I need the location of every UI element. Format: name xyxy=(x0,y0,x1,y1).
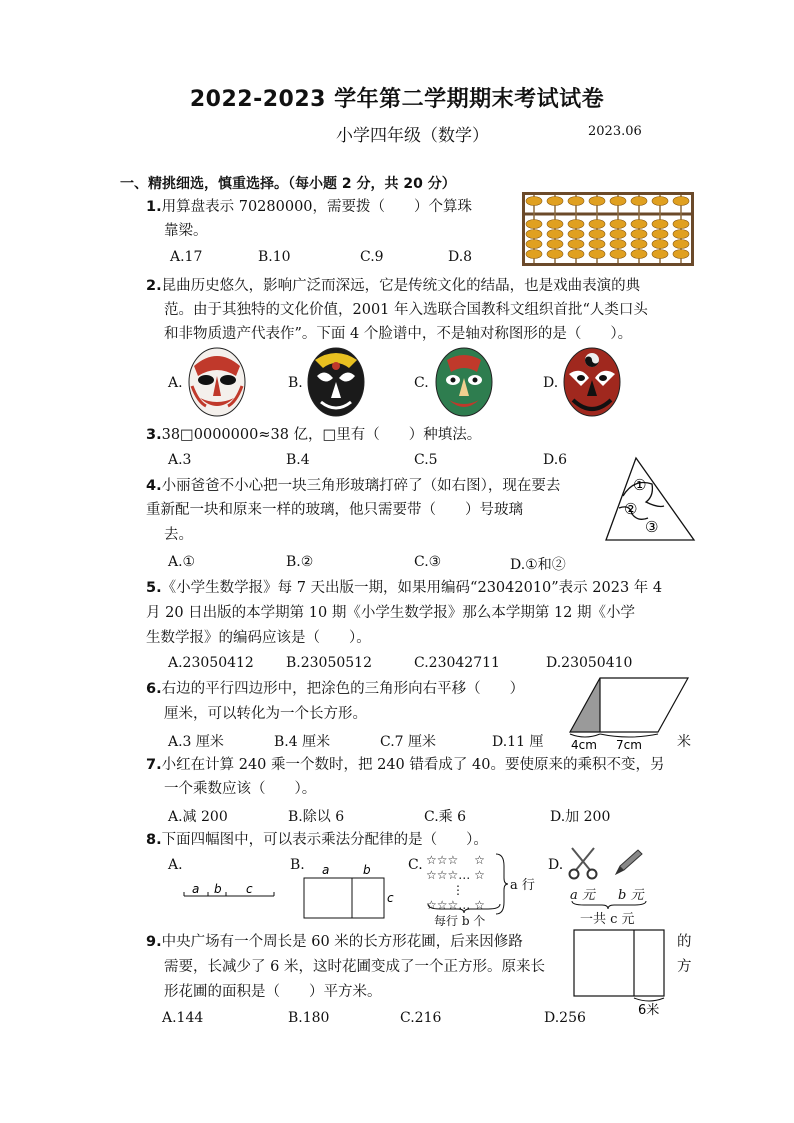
opera-mask-b-image xyxy=(305,346,367,418)
option-b[interactable]: B.除以 6 xyxy=(288,809,345,825)
price-b-label: b 元 xyxy=(618,888,644,903)
question-1 xyxy=(146,195,472,220)
option-b[interactable]: B. xyxy=(288,375,303,391)
abacus-bead xyxy=(673,197,689,206)
question-number: 1. xyxy=(146,199,162,215)
question-7 xyxy=(146,753,664,778)
option-a[interactable]: A.3 xyxy=(168,452,192,468)
question-6 xyxy=(146,677,524,702)
fig-label-left: 4cm xyxy=(571,738,597,752)
option-a[interactable]: A. xyxy=(168,857,183,873)
label-b: b xyxy=(214,882,222,896)
question-text-tail: 方 xyxy=(677,959,692,975)
option-b[interactable]: B.180 xyxy=(288,1010,330,1026)
question-text: 用算盘表示 70280000，需要拨（ ）个算珠 xyxy=(161,199,473,215)
abacus-bead xyxy=(673,230,689,239)
option-b[interactable]: B. xyxy=(290,857,305,873)
abacus-bead xyxy=(526,250,542,259)
abacus-bead xyxy=(652,197,668,206)
question-8 xyxy=(146,828,488,853)
option-a[interactable]: A.减 200 xyxy=(168,809,228,825)
label-b: b xyxy=(363,863,371,877)
question-text-tail: 的 xyxy=(677,934,692,950)
abacus-bead xyxy=(652,240,668,249)
option-c[interactable]: C.216 xyxy=(400,1010,442,1026)
abacus-bead xyxy=(568,250,584,259)
abacus-bead xyxy=(673,240,689,249)
option-a[interactable]: A. xyxy=(168,375,183,391)
question-text: 右边的平行四边形中，把涂色的三角形向右平移（ ） xyxy=(161,681,525,697)
option-b[interactable]: B.② xyxy=(286,554,314,570)
abacus-bead xyxy=(652,220,668,229)
question-number: 6. xyxy=(146,681,162,697)
question-number: 2. xyxy=(146,278,162,294)
abacus-bead xyxy=(631,230,647,239)
question-text: 和非物质遗产代表作”。下面 4 个脸谱中，不是轴对称图形的是（ ）。 xyxy=(164,326,633,342)
question-text: 需要，长减少了 6 米，这时花圃变成了一个正方形。原来长 xyxy=(164,959,545,975)
abacus-bead xyxy=(589,250,605,259)
option-d[interactable]: D.①和② xyxy=(510,557,566,573)
total-label: 一共 c 元 xyxy=(580,912,635,927)
vertical-dots: ⋮ xyxy=(452,883,464,897)
option-d[interactable]: D.8 xyxy=(448,249,473,265)
question-text: 生数学报》的编码应该是（ ）。 xyxy=(146,630,371,646)
question-number: 3. xyxy=(146,427,162,443)
price-a-label: a 元 xyxy=(570,888,595,903)
abacus-bead xyxy=(631,250,647,259)
abacus-bead xyxy=(673,220,689,229)
abacus-bead xyxy=(568,197,584,206)
option-b[interactable]: B.4 xyxy=(286,452,310,468)
abacus-bead xyxy=(610,220,626,229)
option-d[interactable]: D.256 xyxy=(544,1010,586,1026)
star-row: ☆☆☆ ☆ xyxy=(426,853,485,867)
figure-a-segments xyxy=(182,880,278,902)
fig-label-1: ① xyxy=(633,476,647,494)
question-text: 昆曲历史悠久，影响广泛而深远，它是传统文化的结晶，也是戏曲表演的典 xyxy=(161,278,641,294)
abacus-image xyxy=(522,192,694,266)
question-text: 范。由于其独特的文化价值，2001 年入选联合国教科文组织首批“人类口头 xyxy=(164,302,648,318)
option-d[interactable]: D.23050410 xyxy=(546,655,633,671)
question-text: 靠梁。 xyxy=(164,223,208,239)
question-text: 《小学生数学报》每 7 天出版一期，如果用编码“23042010”表示 2023 年 4 xyxy=(161,580,663,596)
option-c[interactable]: C.③ xyxy=(414,554,442,570)
question-4 xyxy=(146,474,560,499)
abacus-bead xyxy=(589,240,605,249)
question-9 xyxy=(146,930,523,955)
option-c[interactable]: C. xyxy=(414,375,429,391)
abacus-bead xyxy=(568,220,584,229)
question-number: 7. xyxy=(146,757,162,773)
option-a[interactable]: A.3 厘米 xyxy=(168,734,224,750)
question-3 xyxy=(146,423,481,448)
abacus-bead xyxy=(589,220,605,229)
section-heading: 一、精挑细选，慎重选择。（每小题 2 分，共 20 分） xyxy=(120,176,456,192)
abacus-bead xyxy=(589,197,605,206)
question-text: 月 20 日出版的本学期第 10 期《小学生数学报》那么本学期第 12 期《小学 xyxy=(146,605,636,621)
option-d[interactable]: D.6 xyxy=(543,452,568,468)
option-b[interactable]: B.10 xyxy=(258,249,291,265)
option-d[interactable]: D.11 厘 xyxy=(492,734,544,750)
abacus-bead xyxy=(526,240,542,249)
abacus-bead xyxy=(610,240,626,249)
option-d-tail: 米 xyxy=(677,734,691,750)
star-row: ☆☆☆… ☆ xyxy=(426,868,485,882)
question-number: 9. xyxy=(146,934,162,950)
abacus-bead xyxy=(652,250,668,259)
fig-label: 6米 xyxy=(638,1003,660,1018)
abacus-bead xyxy=(652,230,668,239)
question-number: 4. xyxy=(146,478,162,494)
question-text: 中央广场有一个周长是 60 米的长方形花圃，后来因修路 xyxy=(161,934,523,950)
option-c[interactable]: C. xyxy=(408,857,423,873)
label-c: c xyxy=(387,891,394,905)
question-2 xyxy=(146,274,640,299)
option-d[interactable]: D.加 200 xyxy=(550,809,611,825)
abacus-bead xyxy=(568,240,584,249)
abacus-bead xyxy=(568,230,584,239)
question-text: 小红在计算 240 乘一个数时，把 240 错看成了 40。要使原来的乘积不变，另 xyxy=(161,757,665,773)
exam-date: 2023.06 xyxy=(588,124,642,139)
abacus-bead xyxy=(610,230,626,239)
abacus-bead xyxy=(589,230,605,239)
question-number: 8. xyxy=(146,832,162,848)
abacus-bead xyxy=(526,220,542,229)
opera-mask-a-image xyxy=(186,346,248,418)
option-d[interactable]: D. xyxy=(548,857,564,873)
abacus-bead xyxy=(526,230,542,239)
abacus-bead xyxy=(631,240,647,249)
abacus-bead xyxy=(547,250,563,259)
question-text: 厘米，可以转化为一个长方形。 xyxy=(164,706,367,722)
question-text: 下面四幅图中，可以表示乘法分配律的是（ ）。 xyxy=(161,832,488,848)
option-a[interactable]: A.① xyxy=(168,554,196,570)
option-d[interactable]: D. xyxy=(543,375,559,391)
question-text: 小丽爸爸不小心把一块三角形玻璃打碎了（如右图），现在要去 xyxy=(161,478,561,494)
option-c[interactable]: C.7 厘米 xyxy=(380,734,437,750)
opera-mask-c-image xyxy=(433,346,495,418)
option-a[interactable]: A.144 xyxy=(162,1010,204,1026)
fig-label-right: 7cm xyxy=(616,738,642,752)
question-number: 5. xyxy=(146,580,162,596)
option-c[interactable]: C.乘 6 xyxy=(424,809,467,825)
parallelogram-figure xyxy=(566,674,694,752)
option-c[interactable]: C.5 xyxy=(414,452,438,468)
abacus-bead xyxy=(547,240,563,249)
page-title: 2022-2023 学年第二学期期末考试试卷 xyxy=(189,87,605,112)
rows-label: a 行 xyxy=(510,878,535,893)
rectangle-garden-figure xyxy=(572,928,668,1018)
label-a: a xyxy=(192,882,200,896)
broken-triangle-figure xyxy=(604,456,696,542)
question-5 xyxy=(146,576,662,601)
option-a[interactable]: A.23050412 xyxy=(168,655,254,671)
option-a[interactable]: A.17 xyxy=(170,249,203,265)
star-row: ☆☆☆… ☆ xyxy=(426,898,485,912)
scissors-icon xyxy=(566,846,600,880)
label-c: c xyxy=(246,882,253,896)
option-c[interactable]: C.9 xyxy=(360,249,384,265)
opera-mask-d-image xyxy=(561,346,623,418)
figure-b-rectangles xyxy=(300,860,400,920)
label-a: a xyxy=(322,863,330,877)
abacus-bead xyxy=(526,197,542,206)
fig-label-2: ② xyxy=(624,500,638,518)
question-text: 重新配一块和原来一样的玻璃，他只需要带（ ）号玻璃 xyxy=(146,502,523,518)
abacus-bead xyxy=(673,250,689,259)
option-b[interactable]: B.4 厘米 xyxy=(274,734,331,750)
abacus-bead xyxy=(610,250,626,259)
question-text: 一个乘数应该（ ）。 xyxy=(164,781,317,797)
abacus-bead xyxy=(547,220,563,229)
abacus-bead xyxy=(610,197,626,206)
abacus-bead xyxy=(547,230,563,239)
abacus-bead xyxy=(631,197,647,206)
page-subtitle: 小学四年级（数学） xyxy=(336,126,489,146)
per-row-label: 每行 b 个 xyxy=(434,914,486,928)
pen-icon xyxy=(612,848,644,878)
option-b[interactable]: B.23050512 xyxy=(286,655,372,671)
abacus-bead xyxy=(547,197,563,206)
abacus-bead xyxy=(631,220,647,229)
question-text: 形花圃的面积是（ ）平方米。 xyxy=(164,984,382,1000)
question-text: 去。 xyxy=(164,527,193,543)
question-text: 38□0000000≈38 亿，□里有（ ）种填法。 xyxy=(161,427,482,443)
option-c[interactable]: C.23042711 xyxy=(414,655,500,671)
fig-label-3: ③ xyxy=(645,518,659,536)
